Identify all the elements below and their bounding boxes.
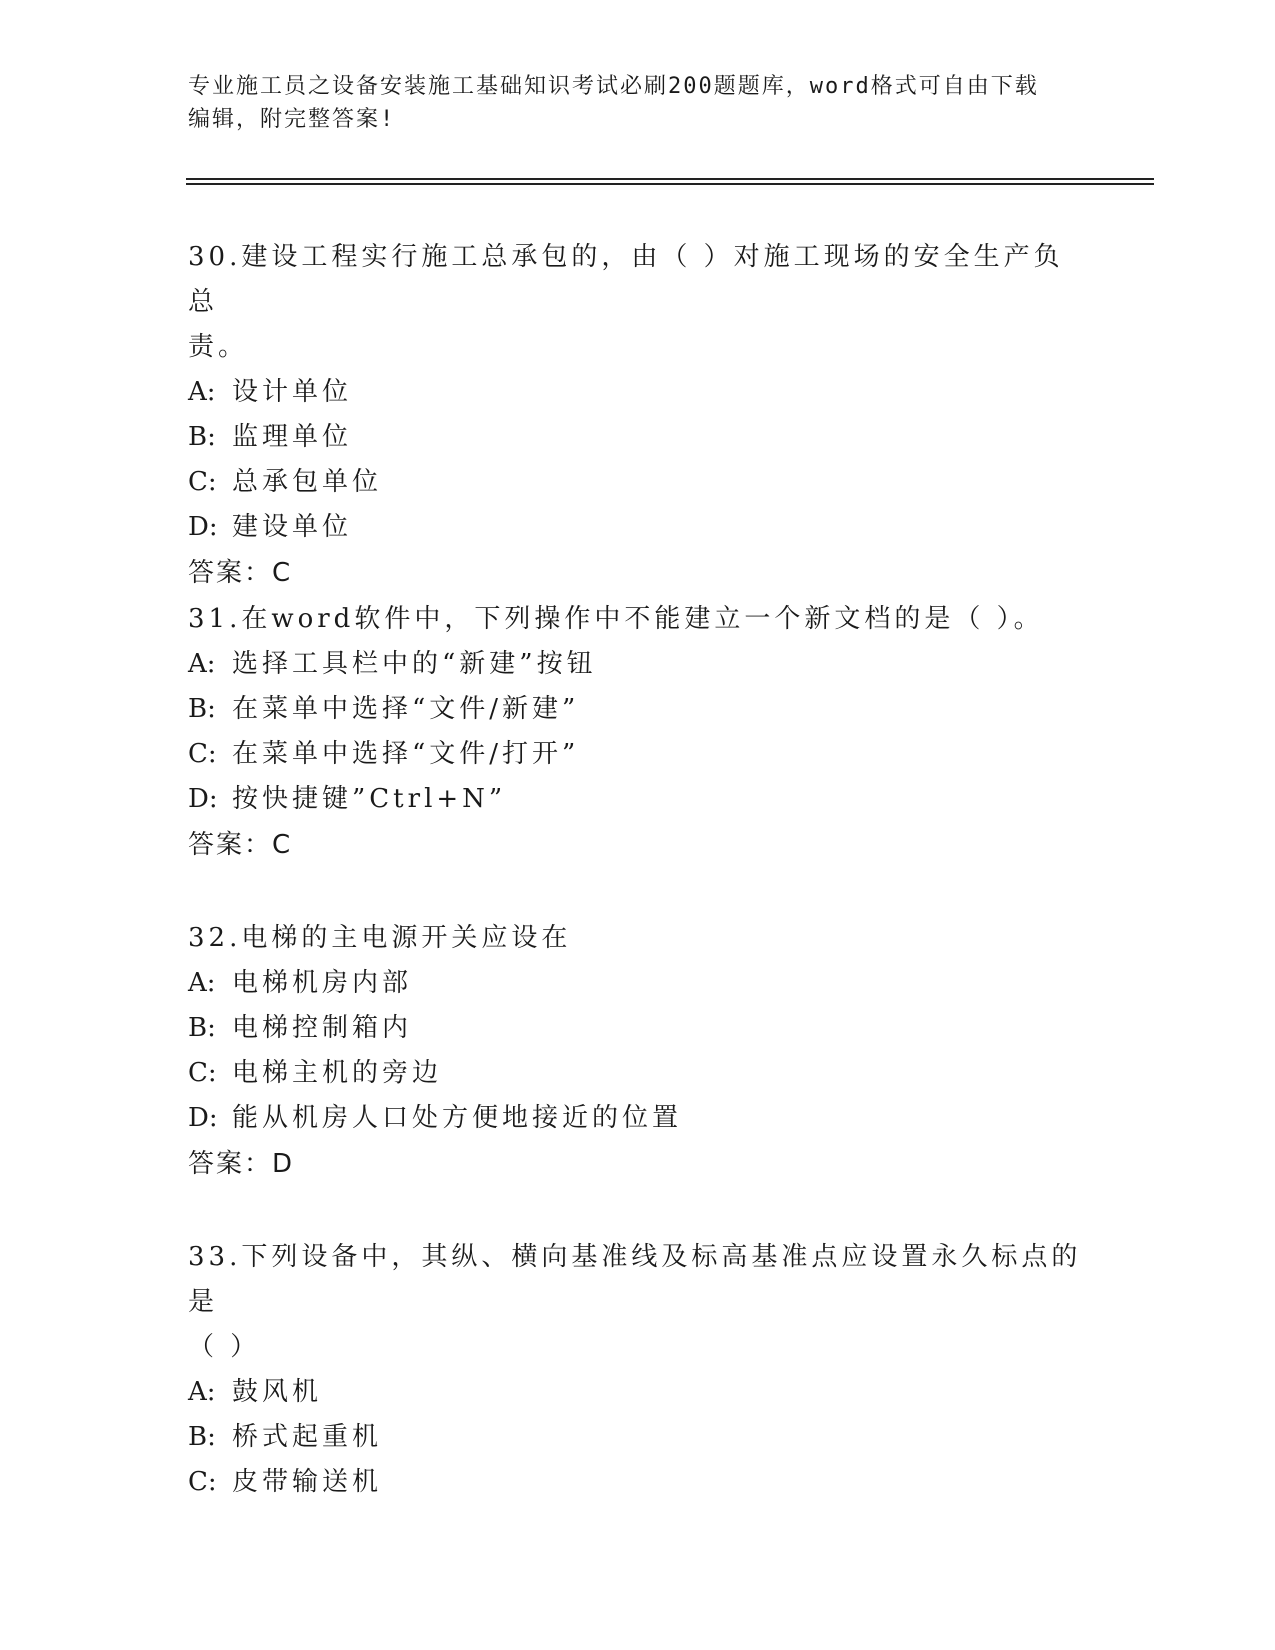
header-line-2: 编辑，附完整答案! [188,107,396,132]
option-label: C: [188,739,217,769]
option-text: 选择工具栏中的“新建”按钮 [232,649,597,679]
option-c [188,460,1088,505]
question-text-line-1: 33.下列设备中，其纵、横向基准线及标高基准点应设置永久标点的是 [188,1242,1082,1317]
option-b [188,687,1088,732]
option-label: B: [188,422,216,452]
option-b [188,1415,1088,1460]
option-label: C: [188,1467,217,1497]
option-d [188,777,1088,822]
option-label: A: [188,377,216,407]
option-text: 皮带输送机 [232,1467,383,1497]
option-text: 鼓风机 [232,1377,323,1407]
answer: 答案：C [188,830,293,860]
option-a [188,1370,1088,1415]
option-text: 设计单位 [232,377,353,407]
option-text: 在菜单中选择“文件/新建” [232,694,580,724]
option-label: A: [188,1377,216,1407]
header-divider-bottom [186,183,1154,185]
question-30 [188,235,1088,596]
option-text: 监理单位 [232,422,353,452]
option-c [188,1460,1088,1505]
option-text: 电梯主机的旁边 [232,1058,443,1088]
option-label: B: [188,1422,216,1452]
header-divider-top [186,178,1154,180]
question-31 [188,597,1088,868]
option-label: D: [188,784,218,814]
option-text: 在菜单中选择“文件/打开” [232,739,580,769]
answer: 答案：D [188,1149,295,1179]
option-a [188,961,1088,1006]
option-label: A: [188,968,216,998]
option-c [188,732,1088,777]
option-text: 按快捷键”Ctrl+N” [232,784,507,814]
document-header [188,70,1088,136]
question-text-line-1: 30.建设工程实行施工总承包的，由（ ）对施工现场的安全生产负总 [188,242,1064,317]
option-label: B: [188,694,216,724]
option-text: 能从机房人口处方便地接近的位置 [232,1103,683,1133]
question-text-line-2: 责。 [188,332,249,362]
option-a [188,370,1088,415]
option-label: D: [188,512,218,542]
option-label: C: [188,467,217,497]
question-33 [188,1235,1088,1505]
option-label: A: [188,649,216,679]
option-c [188,1051,1088,1096]
question-32 [188,916,1088,1187]
option-text: 桥式起重机 [232,1422,383,1452]
option-label: C: [188,1058,217,1088]
option-text: 总承包单位 [232,467,383,497]
option-d [188,1096,1088,1141]
option-b [188,1006,1088,1051]
answer: 答案：C [188,558,293,588]
option-text: 电梯机房内部 [232,968,413,998]
question-text-line-2: （ ） [188,1332,261,1362]
question-text-line-1: 32.电梯的主电源开关应设在 [188,923,572,953]
option-label: D: [188,1103,218,1133]
option-text: 建设单位 [232,512,353,542]
option-label: B: [188,1013,216,1043]
header-line-1: 专业施工员之设备安装施工基础知识考试必刷200题题库，word格式可自由下载 [188,74,1039,99]
question-text-line-1: 31.在word软件中，下列操作中不能建立一个新文档的是（ ）。 [188,604,1044,634]
option-a [188,642,1088,687]
option-d [188,505,1088,550]
option-b [188,415,1088,460]
option-text: 电梯控制箱内 [232,1013,413,1043]
